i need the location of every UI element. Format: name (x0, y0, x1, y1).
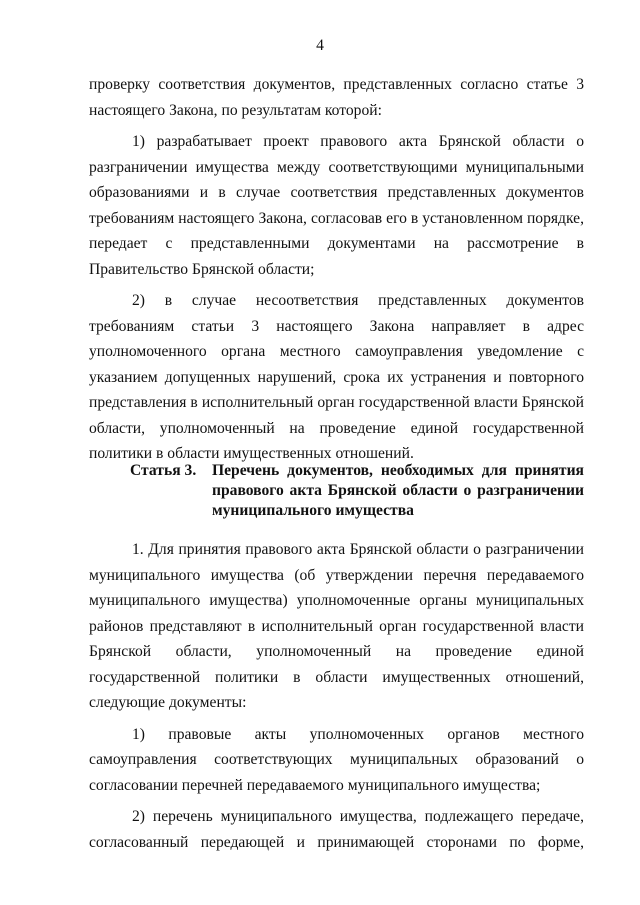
paragraph: 1. Для принятия правового акта Брянской области о разграничении муниципального имущества (об утверждении перечня передаваемого муниципального имущества) уполномоченные органы муниципальных районов представляют в исполнительный орган государственной власти Брянской области, уполномоченный на проведение единой государственной политики в области имущественных отношений, следующие документы: (89, 541, 584, 711)
article-title-line: Перечень документов, необходимых для принятия (212, 462, 584, 479)
paragraph: 2) перечень муниципального имущества, подлежащего передаче, согласованный передающей и принимающей сторонами по форме, (89, 808, 584, 851)
article-title-line: муниципального имущества (212, 502, 414, 519)
paragraph: 1) разрабатывает проект правового акта Брянской области о разграничении имущества между соответствующими муниципальными образованиями и в случае соответствия представленных документов требованиям настоящего Закона, согласовав его в установленном порядке, передает с представленными документами на рассмотрение в Правительство Брянской области; (89, 133, 584, 278)
page-number: 4 (316, 37, 324, 54)
article-title-line: правового акта Брянской области о разграничении (212, 482, 584, 499)
text-block-bottom (89, 537, 584, 855)
paragraph: 2) в случае несоответствия представленных документов требованиям статьи 3 настоящего Закона направляет в адрес уполномоченного органа местного самоуправления уведомление с указанием допущенных нарушений, срока их устранения и повторного представления в исполнительный орган государственной власти Брянской области, уполномоченный на проведение единой государственной политики в области имущественных отношений. (89, 292, 584, 462)
text-block-top (89, 72, 584, 467)
paragraph: 1) правовые акты уполномоченных органов местного самоуправления соответствующих муниципальных образований о согласовании перечней передаваемого муниципального имущества; (89, 725, 584, 794)
article-title (212, 461, 584, 521)
article-heading (130, 461, 584, 521)
article-label: Статья 3. (130, 462, 197, 479)
paragraph: проверку соответствия документов, представленных согласно статье 3 настоящего Закона, по результатам которой: (89, 76, 584, 119)
